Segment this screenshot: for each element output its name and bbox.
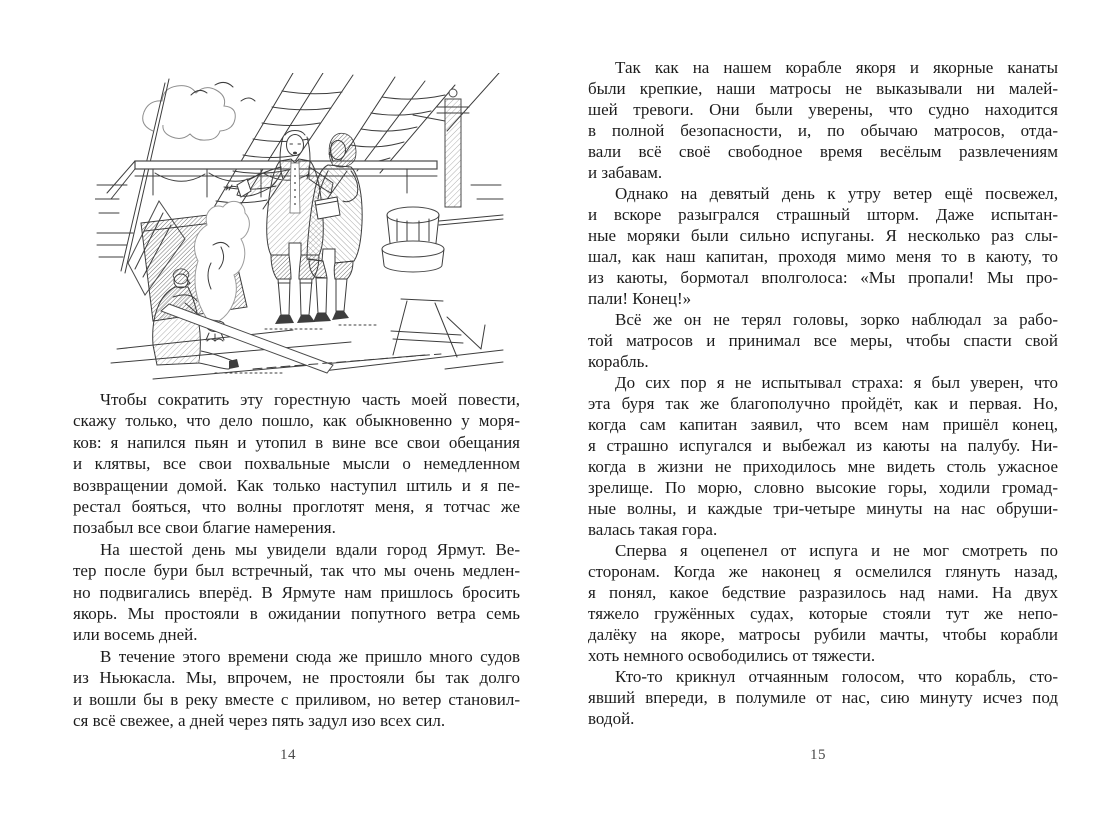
text-line: скажу только, что дело пошло, как обыкновенно у моря- bbox=[73, 411, 520, 431]
text-line: ные волны, и каждые три-четыре минуты на нас обруши- bbox=[588, 499, 1058, 518]
paragraph bbox=[73, 539, 520, 646]
text-line: сторонам. Когда же наконец я осмелился глянуть назад, bbox=[588, 562, 1058, 581]
paragraph bbox=[73, 389, 520, 539]
paragraph bbox=[588, 57, 1058, 183]
text-line: эта буря так же благополучно пройдёт, как и первая. Но, bbox=[588, 394, 1058, 413]
text-line: До сих пор я не испытывал страха: я был уверен, что bbox=[615, 373, 1058, 392]
text-line: когда в жизни не приходилось мне видеть столь ужасное bbox=[588, 457, 1058, 476]
text-line: позабыл все свои благие намерения. bbox=[73, 518, 336, 538]
text-line: и забавам. bbox=[588, 163, 663, 182]
text-line: Кто-то крикнул отчаянным голосом, что корабль, сто- bbox=[615, 667, 1058, 686]
text-line: явший впереди, в полумиле от нас, сию минуту исчез под bbox=[588, 688, 1058, 707]
text-line: или восемь дней. bbox=[73, 625, 198, 645]
text-line: и вскоре разыгрался страшный шторм. Даже испытан- bbox=[588, 205, 1058, 224]
text-line: были крепкие, наши матросы не выказывали ни малей- bbox=[588, 79, 1058, 98]
text-line: ков: я напился пьян и утопил в вине все свои обещания bbox=[73, 432, 520, 452]
page-number-left: 14 bbox=[280, 747, 296, 763]
text-line: валась такая гора. bbox=[588, 520, 718, 539]
text-line: Так как на нашем корабле якоря и якорные канаты bbox=[615, 58, 1058, 77]
text-line: возвращении домой. Как только наступил штиль и я пе- bbox=[73, 475, 520, 495]
text-line: Чтобы сократить эту горестную часть моей повести, bbox=[100, 390, 520, 409]
paragraph bbox=[588, 666, 1058, 729]
paragraph bbox=[588, 372, 1058, 540]
paragraph bbox=[588, 309, 1058, 372]
paragraph bbox=[588, 540, 1058, 666]
text-line: тяжело гружённых судах, которые стояли тут же непо- bbox=[588, 604, 1058, 623]
paragraph bbox=[588, 183, 1058, 309]
page-number-right: 15 bbox=[810, 747, 826, 763]
text-line: я понял, какое бедствие разразилось над нами. На двух bbox=[588, 583, 1058, 602]
text-line: я страшно испугался и выбежал из каюты на палубу. Ни- bbox=[588, 436, 1058, 455]
left-page-text bbox=[73, 389, 520, 732]
paragraph bbox=[73, 646, 520, 732]
text-line: и вошли бы в реку вместе с приливом, но ветер становил- bbox=[73, 689, 520, 709]
text-line: когда сам капитан заявил, что всем нам пришёл конец, bbox=[588, 415, 1058, 434]
text-line: водой. bbox=[588, 709, 635, 728]
text-line: хоть немного освободились от тяжести. bbox=[588, 646, 876, 665]
text-line: шал, как наш капитан, проходя мимо меня то в каюту, то bbox=[588, 247, 1058, 266]
text-line: корабль. bbox=[588, 352, 649, 371]
text-line: далёку на якоре, матросы рубили мачты, чтобы корабли bbox=[588, 625, 1058, 644]
text-line: и клятвы, все свои похвальные мысли о немедленном bbox=[73, 454, 520, 474]
text-line: В течение этого времени сюда же пришло много судов bbox=[100, 646, 520, 666]
text-line: пали! Конец!» bbox=[588, 289, 692, 308]
ship-deck-engraving bbox=[95, 73, 505, 387]
text-line: из каюты, бормотал вполголоса: «Мы пропали! Мы про- bbox=[588, 268, 1058, 287]
text-line: той матросов и принимал все меры, чтобы спасти свой bbox=[588, 331, 1058, 350]
text-line: якорь. Мы простояли в ожидании попутного ветра семь bbox=[73, 604, 520, 624]
text-line: тер после бури был встречный, так что мы очень медлен- bbox=[73, 561, 520, 581]
text-line: Всё же он не терял головы, зорко наблюдал за рабо- bbox=[615, 310, 1058, 329]
right-page-text bbox=[588, 57, 1058, 729]
text-line: На шестой день мы увидели вдали город Ярмут. Ве- bbox=[100, 539, 520, 559]
text-line: в полной безопасности, и, по обычаю матросов, отда- bbox=[588, 121, 1058, 140]
text-line: ся всё свежее, а дней через пять задул изо всех сил. bbox=[73, 711, 446, 731]
text-line: зрелище. По морю, словно высокие горы, ходили громад- bbox=[588, 478, 1058, 497]
text-line: вали всё своё свободное время весёлым развлечениям bbox=[588, 142, 1058, 161]
text-line: шей тревоги. Они были уверены, что судно находится bbox=[588, 100, 1058, 119]
text-line: ные моряки были сильно испуганы. Я несколько раз слы- bbox=[588, 226, 1058, 245]
text-line: рестал бояться, что волны проглотят меня, я тотчас же bbox=[73, 497, 520, 517]
ship-deck-illustration bbox=[95, 73, 505, 387]
text-line: Однако на девятый день к утру ветер ещё посвежел, bbox=[615, 184, 1058, 203]
text-line: из Ньюкасла. Мы, впрочем, не простояли бы так долго bbox=[73, 668, 520, 688]
text-line: но подвигались вперёд. В Ярмуте нам пришлось бросить bbox=[73, 582, 520, 602]
text-line: Сперва я оцепенел от испуга и не мог смотреть по bbox=[615, 541, 1058, 560]
